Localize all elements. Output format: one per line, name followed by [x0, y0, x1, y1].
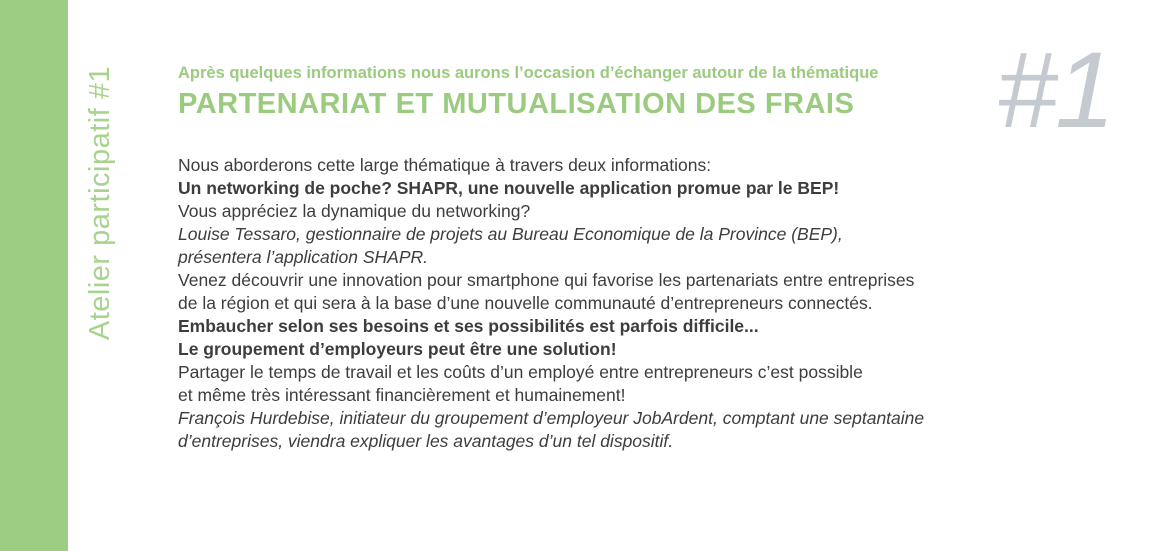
vertical-workshop-label: Atelier participatif #1	[84, 65, 116, 341]
text-line: de la région et qui sera à la base d’une nouvelle communauté d’entrepreneurs connectés.	[178, 293, 873, 313]
text-line: présentera l’application SHAPR.	[178, 247, 428, 267]
body-text	[178, 154, 1103, 453]
text-line: François Hurdebise, initiateur du groupement d’employeur JobArdent, comptant une septantaine	[178, 408, 925, 428]
text-line: Venez découvrir une innovation pour smartphone qui favorise les partenariats entre entreprises	[178, 270, 915, 290]
left-accent-bar	[0, 0, 68, 551]
text-line: Louise Tessaro, gestionnaire de projets au Bureau Economique de la Province (BEP),	[178, 224, 843, 244]
content-area	[178, 62, 1103, 453]
paragraph-hiring	[178, 315, 1103, 338]
text-line: Partager le temps de travail et les coûts d’un employé entre entrepreneurs c’est possible	[178, 362, 863, 382]
text-line: Nous aborderons cette large thématique à travers deux informations:	[178, 155, 712, 175]
paragraph-discover	[178, 269, 1103, 315]
header-kicker: Après quelques informations nous aurons l’occasion d’échanger autour de la thématique	[178, 64, 879, 82]
text-line: Un networking de poche? SHAPR, une nouvelle application promue par le BEP!	[178, 178, 840, 198]
text-line: Vous appréciez la dynamique du networking?	[178, 201, 531, 221]
paragraph-employer-grouping	[178, 338, 1103, 453]
text-line: Le groupement d’employeurs peut être une solution!	[178, 339, 617, 359]
page-title: PARTENARIAT ET MUTUALISATION DES FRAIS	[178, 88, 855, 120]
paragraph-networking	[178, 154, 1103, 269]
text-line: d’entreprises, viendra expliquer les avantages d’un tel dispositif.	[178, 431, 674, 451]
text-line: et même très intéressant financièrement et humainement!	[178, 385, 626, 405]
workshop-number-badge: #1	[997, 29, 1114, 150]
text-line: Embaucher selon ses besoins et ses possibilités est parfois difficile...	[178, 316, 759, 336]
